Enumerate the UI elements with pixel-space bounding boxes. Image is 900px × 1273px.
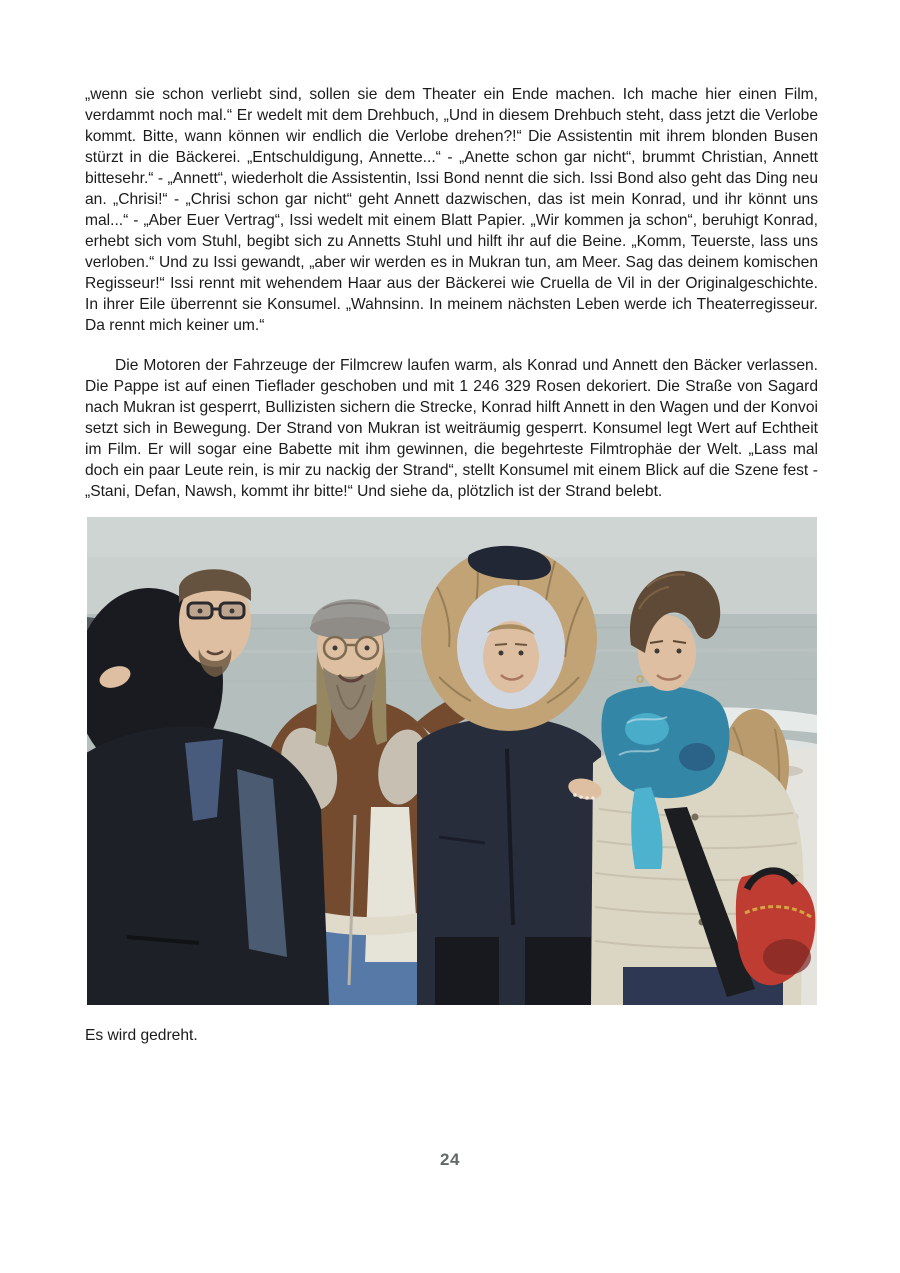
photo-tone-overlay <box>87 517 817 1005</box>
paragraph-dialog: „wenn sie schon verliebt sind, sollen sie dem Theater ein Ende machen. Ich mache hier einen Film, verdammt noch mal.“ Er wedelt mit dem Drehbuch, „Und in diesem Drehbuch steht, dass jetzt die Verlobe kommt. Bitte, wann können wir endlich die Verlobe drehen?!“ Die Assistentin mit ihrem blonden Busen stürzt in die Bäckerei. „Entschuldigung, Annette...“ - „Anette schon gar nicht“, brummt Christian, Annett bittesehr.“ - „Annett“, wiederholt die Assistentin, Issi Bond nennt die sich. Issi Bond also geht das Ding neu an. „Chrisi!“ - „Chrisi schon gar nicht“ geht Annett dazwischen, das ist mein Konrad, und ihr könnt uns mal...“ - „Aber Euer Vertrag“, Issi wedelt mit einem Blatt Papier. „Wir kommen ja schon“, beruhigt Konrad, erhebt sich vom Stuhl, begibt sich zu Annetts Stuhl und hilft ihr auf die Beine. „Komm, Teuerste, lass uns verloben.“ Und zu Issi gewandt, „aber wir werden es in Mukran tun, am Meer. Sag das deinem komischen Regisseur!“ Issi rennt mit wehendem Haar aus der Bäckerei wie Cruella de Vil in der Originalgeschichte. In ihrer Eile überrennt sie Konsumel. „Wahnsinn. In meinem nächsten Leben werde ich Theaterregisseur. Da rennt mich keiner um.“ <box>85 86 818 334</box>
page-number: 24 <box>440 1150 460 1169</box>
text-column <box>85 0 818 1046</box>
paragraph-convoy: Die Motoren der Fahrzeuge der Filmcrew laufen warm, als Konrad und Annett den Bäcker verlassen. Die Pappe ist auf einen Tieflader geschoben und mit 1 246 329 Rosen dekoriert. Die Straße von Sagard nach Mukran ist gesperrt, Bullizisten sichern die Strecke, Konrad hilft Annett in den Wagen und der Konvoi setzt sich in Bewegung. Der Strand von Mukran ist weiträumig gesperrt. Konsumel legt Wert auf Echtheit im Film. Er will sogar eine Babette mit ihm gewinnen, die begehrteste Filmtrophäe der Welt. „Lass mal doch ein paar Leute rein, is mir zu nackig der Strand“, stellt Konsumel mit einem Blick auf die Szene fest - „Stani, Defan, Nawsh, kommt ihr bitte!“ Und siehe da, plötzlich ist der Strand belebt. <box>85 357 818 500</box>
beach-photo <box>87 517 817 1005</box>
beach-photo-illustration <box>87 517 817 1005</box>
photo-caption: Es wird gedreht. <box>85 1027 198 1044</box>
